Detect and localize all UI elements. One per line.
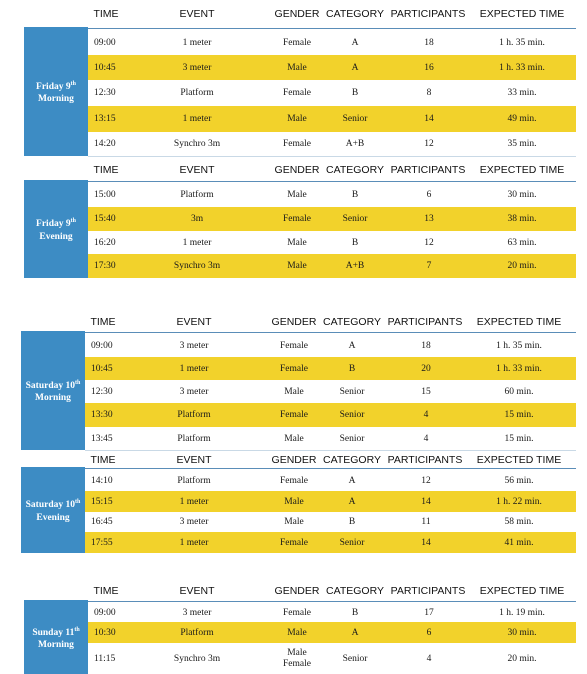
cell-time: 14:20 [94, 139, 116, 149]
header-divider [88, 28, 576, 29]
session-text: Evening [36, 512, 70, 523]
column-header-expected: EXPECTED TIME [476, 316, 562, 328]
column-header-event: EVENT [179, 8, 215, 20]
table-row: 12:30 3 meter Male Senior 15 60 min. [85, 380, 576, 403]
column-header-event: EVENT [176, 454, 212, 466]
table-row: 15:00 Platform Male B 6 30 min. [88, 183, 576, 207]
row-divider [88, 156, 576, 157]
column-header-category: CATEGORY [323, 316, 381, 328]
column-header-participants: PARTICIPANTS [387, 454, 463, 466]
gender-line-2: Female [283, 659, 311, 669]
day-suffix: th [74, 626, 80, 633]
cell-time: 14:10 [91, 475, 113, 486]
gender-line-1: Male [287, 648, 307, 658]
column-header-gender: GENDER [271, 454, 317, 466]
table-row: 09:00 3 meter Female A 18 1 h. 35 min. [85, 334, 576, 357]
day-session-text [36, 215, 76, 242]
cell-time: 11:15 [94, 654, 116, 664]
day-session-label [21, 467, 85, 553]
cell-time: 09:00 [91, 340, 113, 351]
table-row: 09:00 3 meter Female B 17 1 h. 19 min. [88, 603, 576, 622]
table-row: 10:45 1 meter Female B 20 1 h. 33 min. [85, 357, 576, 380]
cell-time: 12:30 [91, 386, 113, 397]
table-row: 10:45 3 meter Male A 16 1 h. 33 min. [88, 55, 576, 80]
cell-time: 15:40 [94, 214, 116, 224]
column-header-category: CATEGORY [326, 8, 384, 20]
column-header-expected: EXPECTED TIME [479, 585, 565, 597]
day-text: Saturday 10 [25, 500, 75, 511]
session-text: Morning [38, 640, 74, 651]
column-header-time: TIME [93, 8, 119, 20]
column-header-time: TIME [93, 585, 119, 597]
header-divider [85, 332, 576, 333]
column-header-expected: EXPECTED TIME [479, 164, 565, 176]
cell-time: 09:00 [94, 607, 116, 618]
day-session-text [36, 78, 76, 105]
column-header-expected: EXPECTED TIME [476, 454, 562, 466]
cell-time: 13:30 [91, 410, 113, 420]
header-divider [88, 181, 576, 182]
day-text: Sunday 11 [32, 628, 75, 639]
column-header-participants: PARTICIPANTS [387, 316, 463, 328]
day-session-label [24, 180, 88, 278]
table-row: 09:00 1 meter Female A 18 1 h. 35 min. [88, 30, 576, 55]
table-row: 16:45 3 meter Male B 11 58 min. [85, 512, 576, 532]
header-divider [88, 601, 576, 602]
cell-time: 17:30 [94, 261, 116, 271]
column-header-time: TIME [93, 164, 119, 176]
column-header-category: CATEGORY [326, 164, 384, 176]
table-row: 11:15 Synchro 3m Male Female Senior 4 20 min. [88, 643, 576, 674]
table-row: 14:20 Synchro 3m Female A+B 12 35 min. [88, 132, 576, 156]
session-text: Evening [39, 231, 73, 242]
cell-time: 15:00 [94, 190, 116, 200]
table-row: 15:15 1 meter Male A 14 1 h. 22 min. [85, 491, 576, 512]
gender-stack [283, 648, 311, 670]
column-header-event: EVENT [179, 585, 215, 597]
column-header-time: TIME [90, 316, 116, 328]
table-row: 10:30 Platform Male A 6 30 min. [88, 622, 576, 643]
column-header-event: EVENT [179, 164, 215, 176]
column-header-participants: PARTICIPANTS [390, 585, 466, 597]
column-header-category: CATEGORY [326, 585, 384, 597]
column-header-gender: GENDER [274, 585, 320, 597]
cell-time: 12:30 [94, 88, 116, 98]
session-text: Morning [38, 94, 74, 105]
table-row: 17:55 1 meter Female Senior 14 41 min. [85, 532, 576, 553]
cell-time: 09:00 [94, 37, 116, 48]
column-header-event: EVENT [176, 316, 212, 328]
column-header-participants: PARTICIPANTS [390, 164, 466, 176]
cell-time: 17:55 [91, 537, 113, 548]
day-session-text [26, 496, 81, 523]
table-row: 13:30 Platform Female Senior 4 15 min. [85, 403, 576, 427]
table-row: 14:10 Platform Female A 12 56 min. [85, 470, 576, 491]
cell-time: 10:45 [91, 363, 113, 374]
column-header-gender: GENDER [274, 164, 320, 176]
day-suffix: th [70, 80, 76, 87]
day-text: Saturday 10 [25, 381, 75, 392]
column-header-gender: GENDER [274, 8, 320, 20]
day-suffix: th [75, 499, 81, 506]
table-row: 15:40 3m Female Senior 13 38 min. [88, 207, 576, 231]
table-row: 13:45 Platform Male Senior 4 15 min. [85, 427, 576, 450]
cell-time: 16:20 [94, 237, 116, 248]
column-header-time: TIME [90, 454, 116, 466]
cell-time: 13:15 [94, 114, 116, 124]
table-row: 12:30 Platform Female B 8 33 min. [88, 80, 576, 106]
column-header-participants: PARTICIPANTS [390, 8, 466, 20]
table-row: 16:20 1 meter Male B 12 63 min. [88, 231, 576, 254]
session-text: Morning [35, 393, 71, 404]
day-session-label [21, 331, 85, 450]
day-text: Friday 9 [36, 219, 71, 230]
table-row: 13:15 1 meter Male Senior 14 49 min. [88, 106, 576, 132]
table-row: 17:30 Synchro 3m Male A+B 7 20 min. [88, 254, 576, 278]
cell-time: 10:30 [94, 627, 116, 638]
cell-time: 15:15 [91, 496, 113, 507]
day-session-text [32, 624, 79, 651]
day-session-label [24, 600, 88, 674]
day-suffix: th [75, 379, 81, 386]
cell-time: 13:45 [91, 433, 113, 444]
day-text: Friday 9 [36, 82, 71, 93]
column-header-expected: EXPECTED TIME [479, 8, 565, 20]
day-session-label [24, 27, 88, 156]
day-session-text [26, 377, 81, 404]
row-divider [85, 450, 576, 451]
column-header-category: CATEGORY [323, 454, 381, 466]
day-suffix: th [70, 218, 76, 225]
header-divider [85, 468, 576, 469]
column-header-gender: GENDER [271, 316, 317, 328]
cell-time: 16:45 [91, 517, 113, 527]
cell-time: 10:45 [94, 62, 116, 73]
